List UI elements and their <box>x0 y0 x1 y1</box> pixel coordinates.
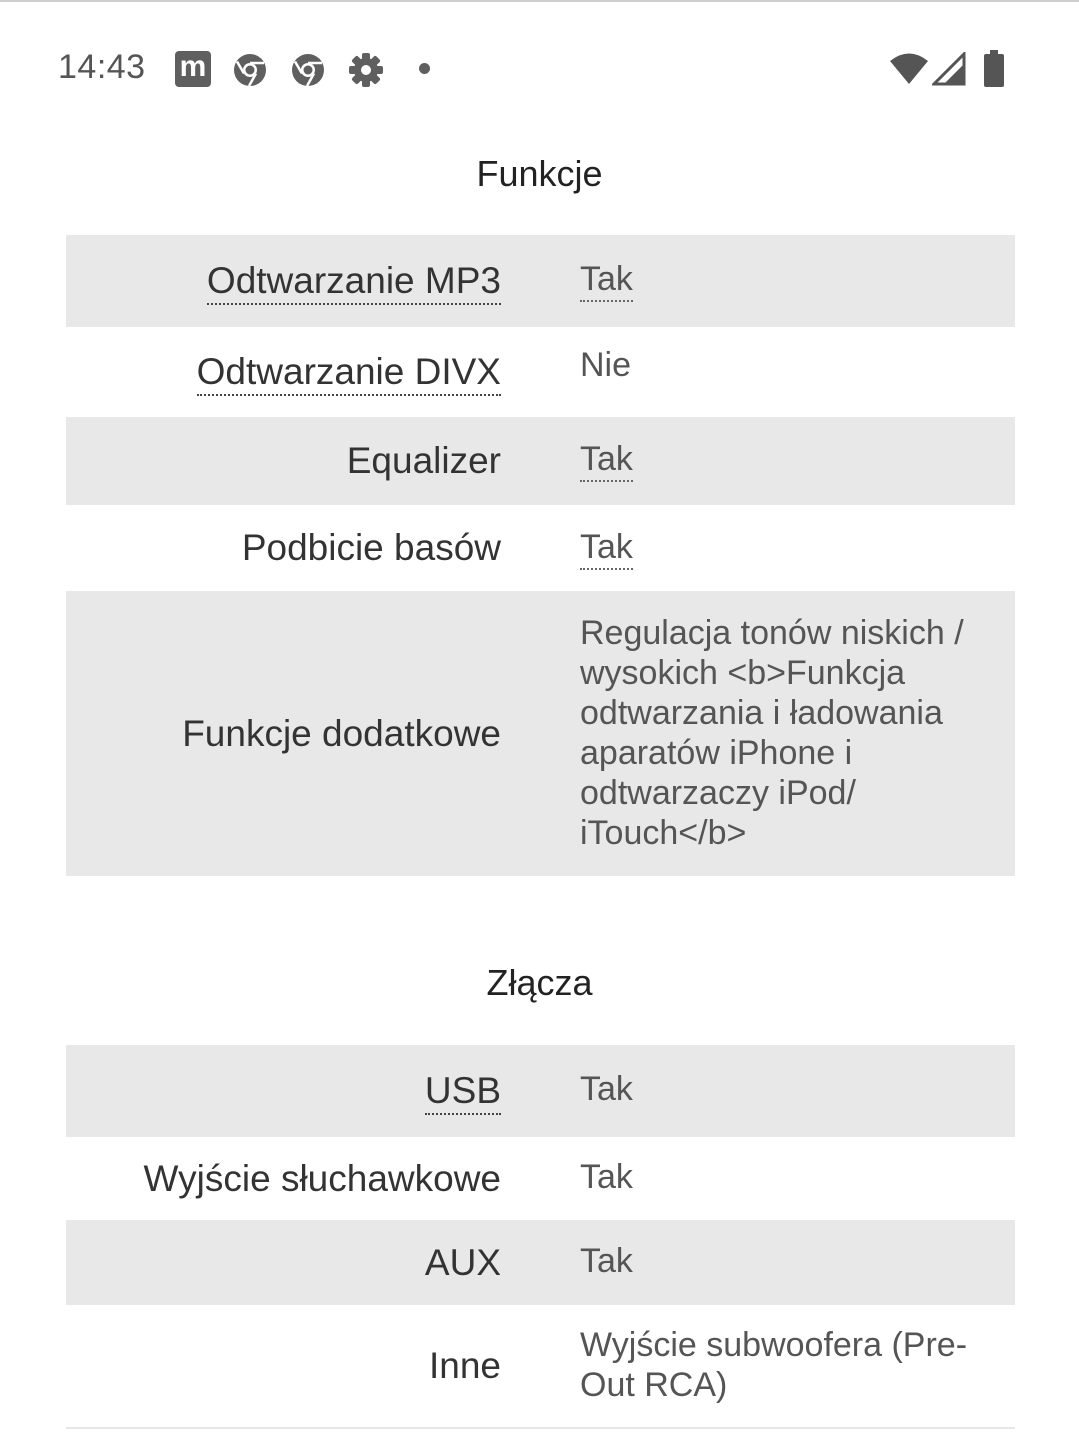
row-label-headphone-out: Wyjście słuchawkowe <box>143 1157 501 1199</box>
battery-icon <box>983 50 1005 93</box>
row-value-usb: Tak <box>580 1070 633 1108</box>
table-row <box>66 327 1015 417</box>
section-title-zlacza: Złącza <box>486 962 593 1003</box>
row-value-aux: Tak <box>580 1242 633 1280</box>
row-value-divx: Nie <box>580 346 632 384</box>
row-label-usb[interactable]: USB <box>425 1070 501 1115</box>
status-time: 14:43 <box>58 48 146 86</box>
row-label-divx[interactable]: Odtwarzanie DIVX <box>197 351 501 396</box>
row-value-headphone-out: Tak <box>580 1158 633 1196</box>
table-row <box>66 1045 1015 1137</box>
table-row <box>66 235 1015 327</box>
row-label-aux: AUX <box>424 1241 501 1283</box>
row-value-mp3[interactable]: Tak <box>580 260 633 302</box>
chrome-icon <box>232 52 268 93</box>
table-row <box>66 591 1015 876</box>
settings-gear-icon <box>348 52 384 93</box>
table-row <box>66 417 1015 505</box>
top-divider <box>0 0 1079 2</box>
table-row <box>66 505 1015 591</box>
status-bar <box>0 40 1079 100</box>
cell-signal-icon <box>932 52 966 91</box>
row-value-equalizer[interactable]: Tak <box>580 440 633 482</box>
wifi-icon <box>889 52 929 91</box>
row-value-other: Wyjście subwoofera (Pre-Out RCA) <box>580 1326 968 1404</box>
row-label-bass-boost: Podbicie basów <box>241 527 501 568</box>
bottom-divider <box>66 1427 1015 1429</box>
spec-table-funkcje <box>66 235 1015 876</box>
row-label-mp3[interactable]: Odtwarzanie MP3 <box>207 260 501 305</box>
table-row <box>66 1137 1015 1220</box>
row-value-extra-functions: Regulacja tonów niskich / wysokich <b>Funkcja odtwarzania i ładowania aparatów iPhone i odtwarzaczy iPod/ iTouch</b> <box>580 614 964 852</box>
row-label-equalizer: Equalizer <box>346 440 501 481</box>
row-value-bass-boost[interactable]: Tak <box>580 528 633 570</box>
table-row <box>66 1305 1015 1427</box>
more-dot-icon <box>419 63 430 74</box>
m-app-icon: m <box>175 51 211 87</box>
chrome-icon <box>290 52 326 93</box>
row-label-extra-functions: Funkcje dodatkowe <box>182 712 501 754</box>
section-title-funkcje: Funkcje <box>476 153 603 194</box>
row-label-other: Inne <box>428 1345 501 1386</box>
table-row <box>66 1220 1015 1305</box>
spec-table-zlacza <box>66 1045 1015 1427</box>
